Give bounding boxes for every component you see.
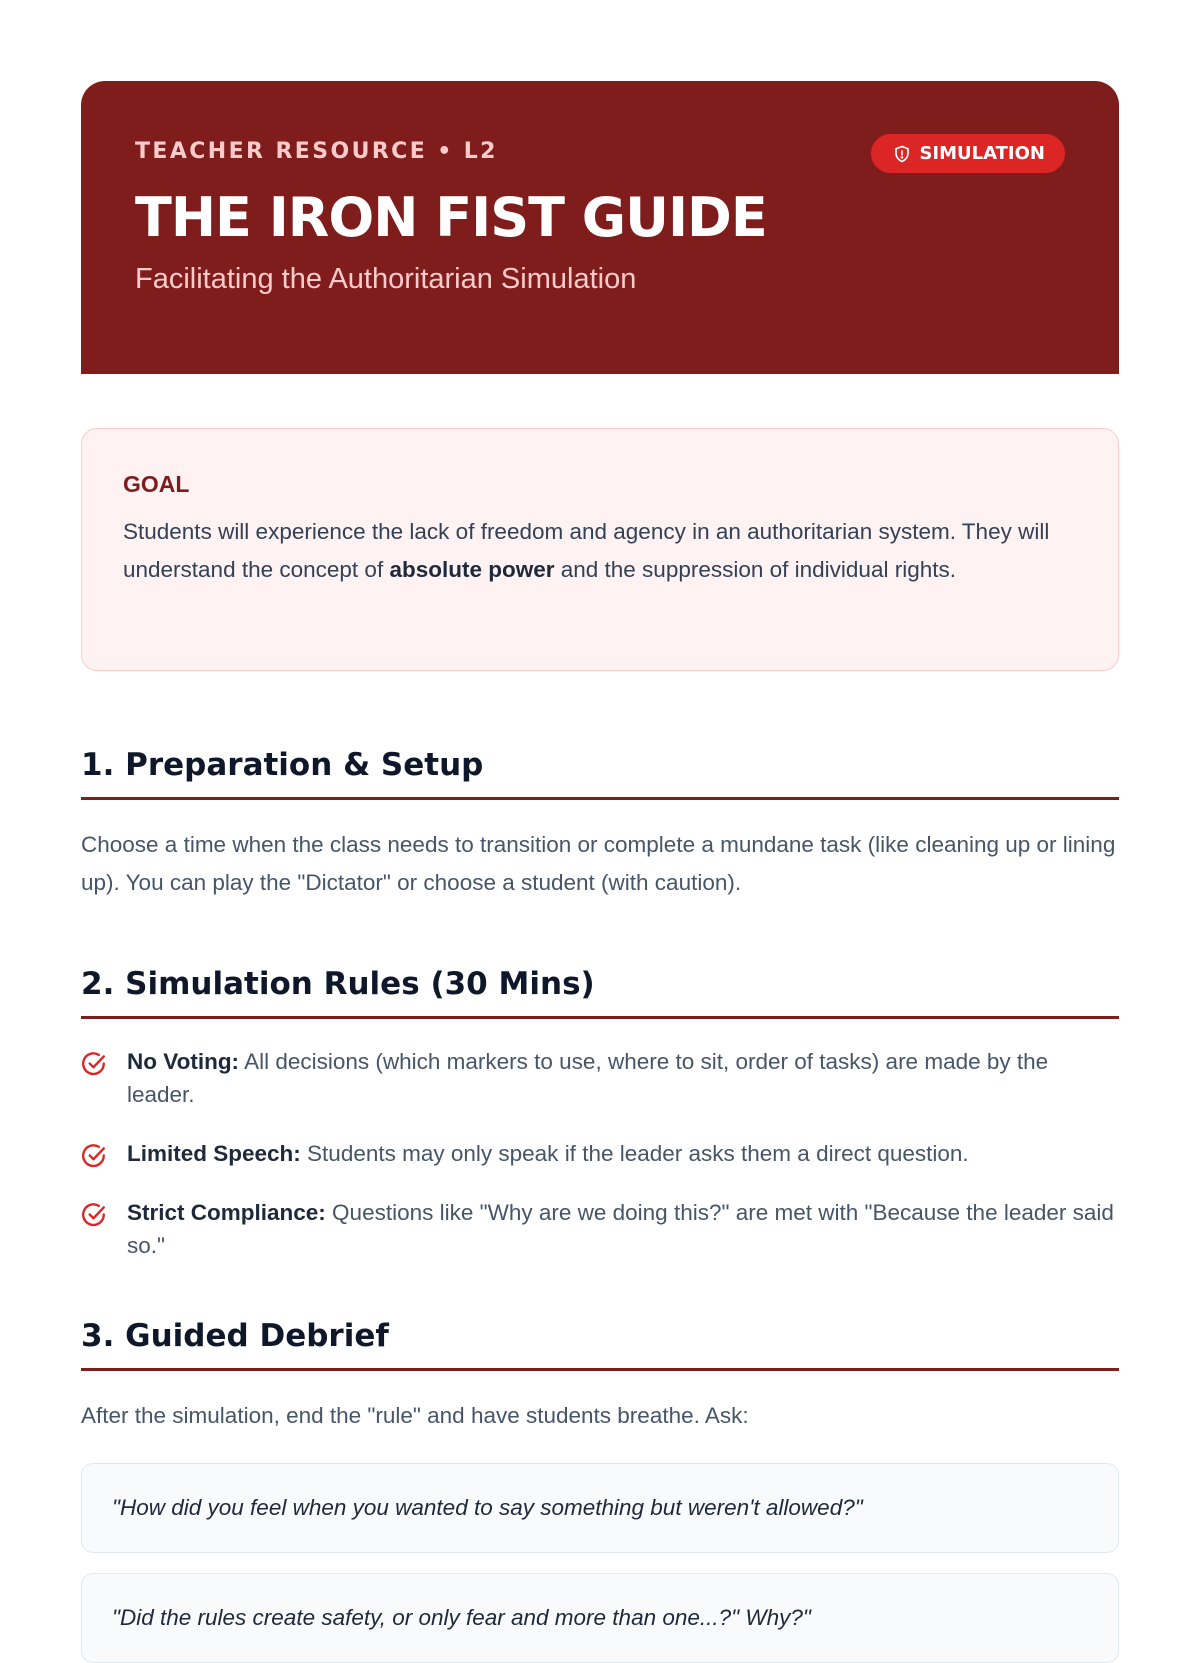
page-subtitle: Facilitating the Authoritarian Simulation — [135, 263, 637, 295]
goal-label: GOAL — [123, 471, 190, 497]
rule-item — [81, 1045, 1119, 1111]
rule-label: No Voting: — [127, 1049, 240, 1074]
goal-text-emphasis: absolute power — [389, 557, 555, 582]
debrief-intro: After the simulation, end the "rule" and have students breathe. Ask: — [81, 1403, 749, 1428]
rule-item — [81, 1196, 1119, 1262]
rule-item — [81, 1137, 1119, 1170]
section-title-rules: 2. Simulation Rules (30 Mins) — [81, 964, 1119, 1019]
check-circle-icon — [81, 1202, 107, 1228]
rule-text — [127, 1196, 1119, 1262]
goal-text-end: and the suppression of individual rights. — [554, 557, 956, 582]
debrief-question: "Did the rules create safety, or only fear and more than one...?" Why?" — [81, 1573, 1119, 1663]
badge-label: SIMULATION — [919, 143, 1045, 164]
section-title-preparation: 1. Preparation & Setup — [81, 745, 1119, 800]
rule-text — [127, 1137, 969, 1170]
goal-box — [81, 428, 1119, 671]
check-circle-icon — [81, 1051, 107, 1077]
rule-description: Students may only speak if the leader asks them a direct question. — [300, 1141, 969, 1166]
goal-text — [123, 513, 1078, 589]
shield-icon — [893, 145, 911, 163]
preparation-text: Choose a time when the class needs to transition or complete a mundane task (like cleaning up or lining up). You can play the "Dictator" or choose a student (with caution). — [81, 832, 1116, 895]
section-title-debrief: 3. Guided Debrief — [81, 1316, 1119, 1371]
rule-label: Limited Speech: — [127, 1141, 301, 1166]
eyebrow-label: TEACHER RESOURCE • L2 — [135, 139, 498, 164]
rule-description: All decisions (which markers to use, where to sit, order of tasks) are made by the leader. — [127, 1049, 1049, 1107]
rule-text — [127, 1045, 1119, 1111]
simulation-badge — [871, 134, 1065, 173]
header-banner — [81, 81, 1119, 374]
check-circle-icon — [81, 1143, 107, 1169]
goal-text-start: Students will experience the lack of freedom and agency in an authoritarian system. They will understand the concept of — [123, 519, 1050, 582]
debrief-question: "How did you feel when you wanted to say something but weren't allowed?" — [81, 1463, 1119, 1553]
rule-label: Strict Compliance: — [127, 1200, 326, 1225]
page-title: THE IRON FIST GUIDE — [135, 186, 767, 249]
rules-list — [81, 1045, 1119, 1262]
rule-description: Questions like "Why are we doing this?" are met with "Because the leader said so." — [127, 1200, 1114, 1258]
